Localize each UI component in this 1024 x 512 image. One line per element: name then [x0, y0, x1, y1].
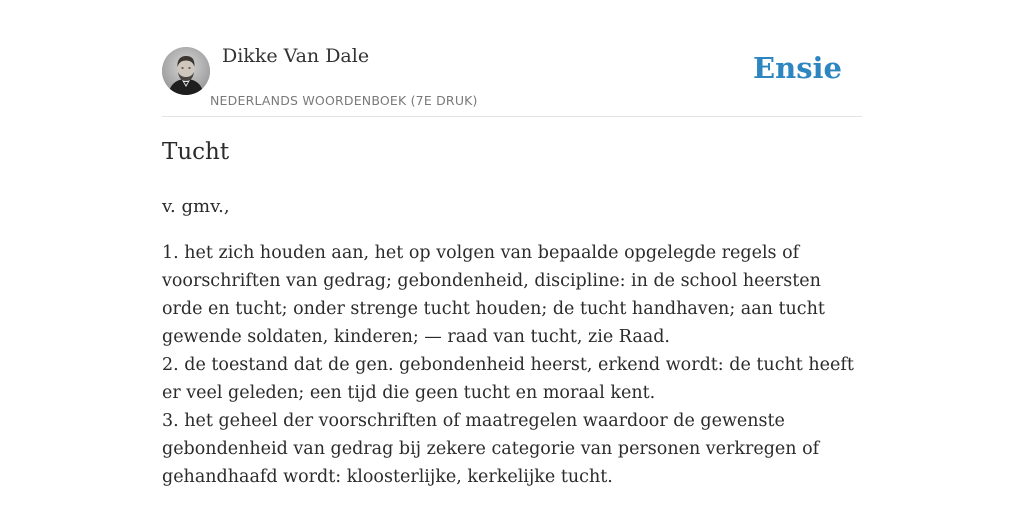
ensie-logo[interactable]: Ensie: [753, 51, 842, 85]
entry-title: Tucht: [162, 139, 230, 165]
author-avatar[interactable]: [162, 47, 210, 95]
entry-card: [162, 0, 862, 512]
definition-item: 2. de toestand dat de gen. gebondenheid heerst, erkend wordt: de tucht heeft er veel geleden; een tijd die geen tucht en moraal kent.: [162, 355, 854, 403]
grammar-label: v. gmv.,: [162, 196, 230, 217]
source-label[interactable]: NEDERLANDS WOORDENBOEK (7E DRUK): [210, 93, 478, 108]
definition-item: 3. het geheel der voorschriften of maatregelen waardoor de gewenste gebondenheid van gedrag bij zekere categorie van personen verkregen of gehandhaafd wordt: kloosterlijke, kerkelijke tucht.: [162, 411, 820, 487]
author-name[interactable]: Dikke Van Dale: [222, 45, 370, 67]
definitions-list: [162, 239, 862, 491]
entry-header: [162, 0, 862, 117]
portrait-image: [162, 47, 210, 95]
definition-item: 1. het zich houden aan, het op volgen van bepaalde opgelegde regels of voorschriften van gedrag; gebondenheid, discipline: in de school heersten orde en tucht; onder strenge tucht houden; de tucht handhaven; aan tucht gewende soldaten, kinderen; — raad van tucht, zie Raad.: [162, 243, 825, 347]
